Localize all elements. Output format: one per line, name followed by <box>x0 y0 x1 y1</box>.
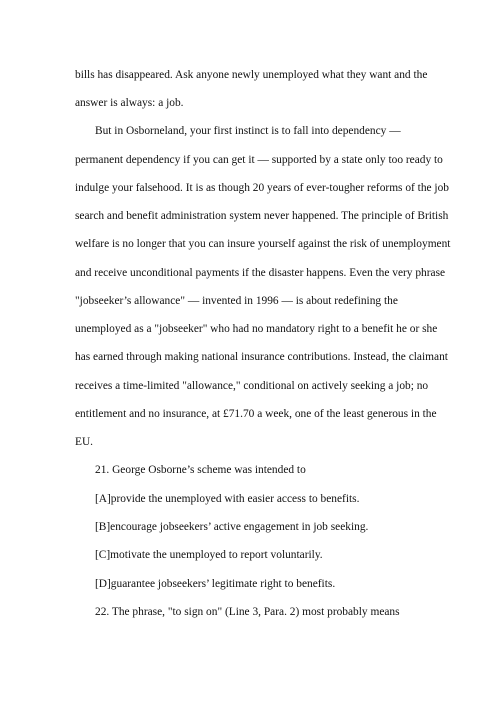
question-21-option-a: [A]provide the unemployed with easier access to benefits. <box>95 493 360 505</box>
passage-paragraph-start: But in Osborneland, your first instinct is to fall into dependency — <box>95 125 401 137</box>
passage-line: bills has disappeared. Ask anyone newly unemployed what they want and the <box>75 69 428 81</box>
passage-line: answer is always: a job. <box>75 97 184 109</box>
passage-line: EU. <box>75 436 94 448</box>
question-21-stem: 21. George Osborne’s scheme was intended to <box>95 464 306 476</box>
passage-line: indulge your falsehood. It is as though 20 years of ever-tougher reforms of the job <box>75 182 449 194</box>
passage-line: receives a time-limited "allowance," conditional on actively seeking a job; no <box>75 380 429 392</box>
question-22-stem: 22. The phrase, "to sign on" (Line 3, Para. 2) most probably means <box>95 606 400 618</box>
passage-line: entitlement and no insurance, at £71.70 a week, one of the least generous in the <box>75 408 437 420</box>
question-21-option-d: [D]guarantee jobseekers’ legitimate right to benefits. <box>95 578 336 590</box>
question-21-option-c: [C]motivate the unemployed to report voluntarily. <box>95 549 323 561</box>
passage-line: permanent dependency if you can get it — supported by a state only too ready to <box>75 154 443 166</box>
passage-line: welfare is no longer that you can insure yourself against the risk of unemployment <box>75 238 451 250</box>
passage-line: "jobseeker’s allowance" — invented in 1996 — is about redefining the <box>75 295 398 307</box>
passage-line: has earned through making national insurance contributions. Instead, the claimant <box>75 351 448 363</box>
question-21-option-b: [B]encourage jobseekers’ active engagement in job seeking. <box>95 521 369 533</box>
passage-line: search and benefit administration system never happened. The principle of British <box>75 210 449 222</box>
passage-line: and receive unconditional payments if the disaster happens. Even the very phrase <box>75 267 446 279</box>
passage-line: unemployed as a "jobseeker" who had no mandatory right to a benefit he or she <box>75 323 438 335</box>
